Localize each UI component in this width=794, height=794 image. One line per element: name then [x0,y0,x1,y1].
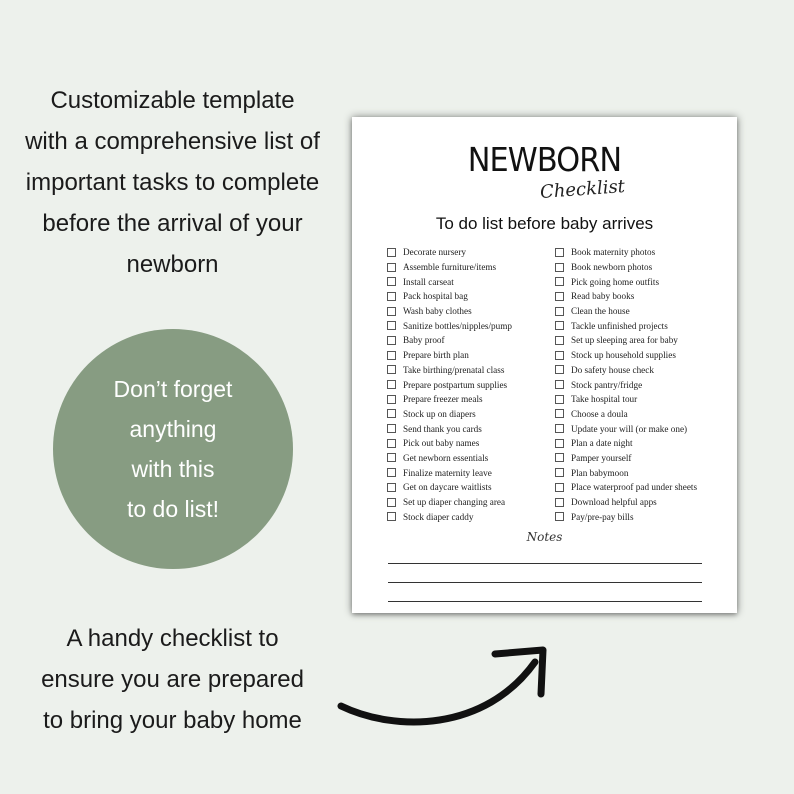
checklist-item-label: Update your will (or make one) [571,423,688,434]
notes-line [388,563,702,564]
checkbox-icon [555,453,564,462]
checklist-item [555,274,735,289]
promo-circle-text: Don’t forget anything with this to do list! [113,376,233,522]
checkbox-icon [555,439,564,448]
checklist-item-label: Stock pantry/fridge [571,379,643,390]
checklist-item-label: Pamper yourself [571,452,632,463]
checklist-item-label: Send thank you cards [403,423,482,434]
checklist-item [387,465,557,480]
checklist-item [555,260,735,275]
checklist-item-label: Get newborn essentials [403,452,489,463]
checklist-item [387,509,557,524]
checklist-item [555,304,735,319]
checklist-item [387,421,557,436]
checkbox-icon [555,351,564,360]
notes-line [388,601,702,602]
checkbox-icon [387,263,396,272]
checkbox-icon [387,409,396,418]
checkbox-icon [555,483,564,492]
checklist-item [555,245,735,260]
checkbox-icon [555,307,564,316]
checkbox-icon [387,453,396,462]
bottom-text: A handy checklist to ensure you are prepared to bring your baby home [41,625,304,734]
checklist-item-label: Set up sleeping area for baby [571,335,678,346]
checklist-item [555,363,735,378]
checklist-sheet [352,117,737,613]
checklist-item [387,274,557,289]
checkbox-icon [555,277,564,286]
left-checklist-column [387,245,557,524]
checklist-item-label: Download helpful apps [571,497,657,508]
checkbox-icon [555,321,564,330]
curved-arrow-icon [335,640,555,740]
checklist-item-label: Prepare freezer meals [403,394,483,405]
checkbox-icon [555,409,564,418]
checklist-item-label: Clean the house [571,306,630,317]
checkbox-icon [555,380,564,389]
checklist-item [555,289,735,304]
checklist-item-label: Pay/pre-pay bills [571,511,634,522]
sheet-heading: To do list before baby arrives [435,214,654,233]
checkbox-icon [555,468,564,477]
checklist-item-label: Set up diaper changing area [403,497,506,508]
checklist-item [555,495,735,510]
checklist-item [387,451,557,466]
checklist-item-label: Sanitize bottles/nipples/pump [403,320,512,331]
checkbox-icon [387,321,396,330]
checkbox-icon [387,248,396,257]
checkbox-icon [555,395,564,404]
checklist-item [555,509,735,524]
checklist-item [387,318,557,333]
notes-label: Notes [526,530,563,544]
checklist-item-label: Baby proof [403,335,445,346]
checklist-item [387,289,557,304]
checklist-item [555,348,735,363]
checklist-item-label: Decorate nursery [403,247,467,258]
right-checklist-column [555,245,735,524]
checklist-item-label: Stock up on diapers [403,408,476,419]
checklist-item-label: Get on daycare waitlists [403,482,492,493]
sheet-title: NEWBORN [467,140,622,179]
checkbox-icon [387,365,396,374]
checklist-item [555,377,735,392]
checklist-item-label: Finalize maternity leave [403,467,492,478]
checklist-item-label: Do safety house check [571,364,654,375]
checklist-item [387,245,557,260]
checklist-item-label: Stock diaper caddy [403,511,474,522]
checkbox-icon [387,380,396,389]
checklist-item [555,333,735,348]
checkbox-icon [555,498,564,507]
notes-line [388,582,702,583]
checklist-item [555,451,735,466]
checklist-item-label: Take hospital tour [571,394,638,405]
checklist-item-label: Prepare postpartum supplies [403,379,508,390]
checklist-item [387,480,557,495]
checkbox-icon [555,365,564,374]
checklist-item-label: Place waterproof pad under sheets [571,482,698,493]
checklist-item [555,436,735,451]
checklist-item-label: Plan a date night [571,438,633,449]
checklist-item [555,392,735,407]
checklist-item-label: Pack hospital bag [403,291,468,302]
checkbox-icon [555,424,564,433]
checklist-item [555,465,735,480]
checkbox-icon [555,263,564,272]
checkbox-icon [387,424,396,433]
checklist-item [555,407,735,422]
checklist-item [387,348,557,363]
checklist-item [387,333,557,348]
checkbox-icon [555,336,564,345]
checklist-item [387,392,557,407]
checklist-item-label: Stock up household supplies [571,350,676,361]
checklist-item-label: Read baby books [571,291,635,302]
checklist-item-label: Pick out baby names [403,438,480,449]
promo-circle [53,329,293,569]
checklist-item [387,407,557,422]
checkbox-icon [387,277,396,286]
checklist-item-label: Assemble furniture/items [403,262,497,273]
intro-text: Customizable template with a comprehensive list of important tasks to complete before the arrival of your newborn [25,87,320,278]
checklist-item-label: Take birthing/prenatal class [403,364,505,375]
checklist-item-label: Book maternity photos [571,247,656,258]
checkbox-icon [387,483,396,492]
checklist-item-label: Pick going home outfits [571,276,660,287]
checkbox-icon [555,248,564,257]
checklist-item [555,318,735,333]
checkbox-icon [387,351,396,360]
checklist-item-label: Install carseat [403,276,454,287]
checklist-item-label: Tackle unfinished projects [571,320,668,331]
checkbox-icon [387,292,396,301]
checkbox-icon [387,512,396,521]
checklist-item [387,495,557,510]
checkbox-icon [387,395,396,404]
checklist-item-label: Plan babymoon [571,467,629,478]
checkbox-icon [387,307,396,316]
checklist-item [387,260,557,275]
checkbox-icon [555,292,564,301]
checklist-item-label: Wash baby clothes [403,306,472,317]
checklist-item [555,480,735,495]
sheet-subtitle: Checklist [539,176,626,203]
checklist-item-label: Choose a doula [571,408,628,419]
checklist-item [555,421,735,436]
checkbox-icon [387,439,396,448]
checkbox-icon [387,336,396,345]
checklist-item [387,436,557,451]
checkbox-icon [555,512,564,521]
checklist-item [387,377,557,392]
checklist-item [387,304,557,319]
checklist-item-label: Prepare birth plan [403,350,469,361]
checklist-item-label: Book newborn photos [571,262,653,273]
checkbox-icon [387,498,396,507]
checklist-item [387,363,557,378]
checkbox-icon [387,468,396,477]
